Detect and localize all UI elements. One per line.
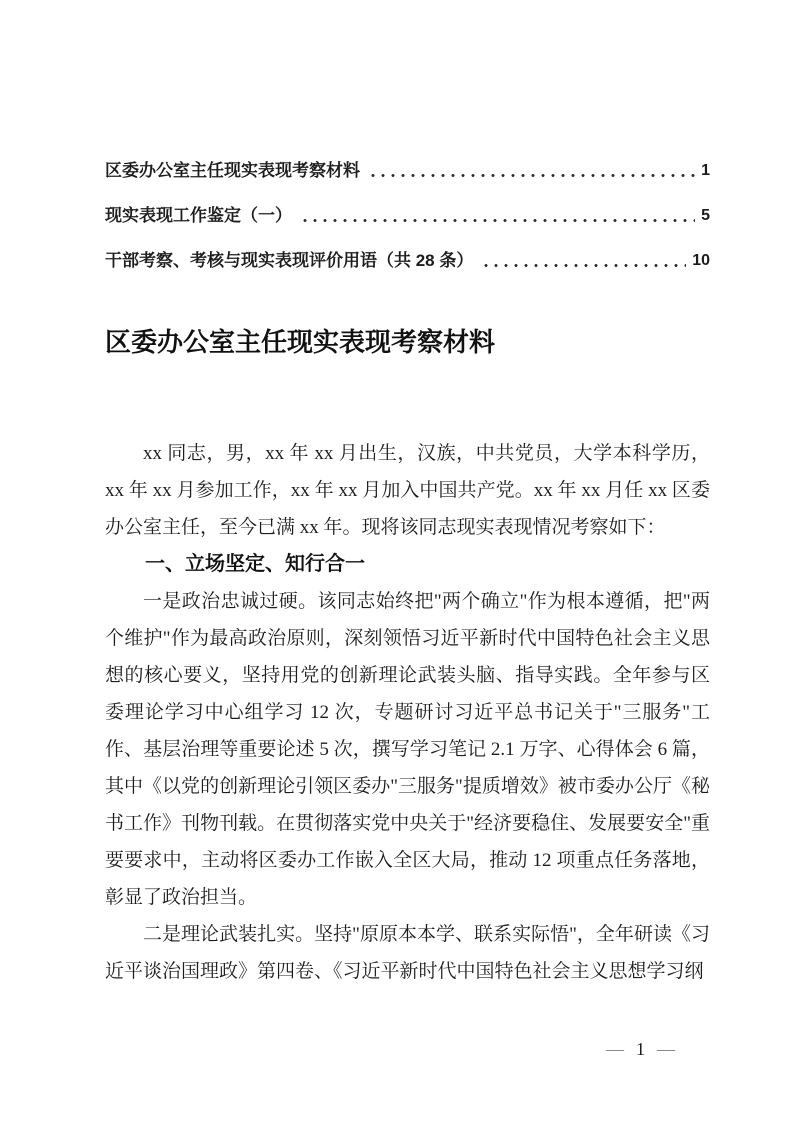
- paragraph-point-1: 一是政治忠诚过硬。该同志始终把"两个确立"作为根本遵循，把"两个维护"作为最高政治原则，深刻领悟习近平新时代中国特色社会主义思想的核心要义，坚持用党的创新理论武装头脑、指导实践。全年参与区委理论学习中心组学习 12 次，专题研讨习近平总书记关于"三服务"工作、基层治理等重要论述 5 次，撰写学习笔记 2.1 万字、心得体会 6 篇，其中《以党的创新理论引领区委办"三服务"提质增效》被市委办公厅《秘书工作》刊物刊载。在贯彻落实党中央关于"经济要稳住、发展要安全"重要要求中，主动将区委办工作嵌入全区大局，推动 12 项重点任务落地，彰显了政治担当。: [105, 591, 710, 908]
- table-of-contents: [105, 162, 710, 270]
- page-footer: [606, 1040, 675, 1058]
- toc-entry-page-number: 1: [701, 162, 710, 179]
- section-heading-1: 一、立场坚定、知行合一: [145, 553, 365, 575]
- toc-entry-title: 区委办公室主任现实表现考察材料: [105, 161, 360, 180]
- paragraph-intro: xx 同志，男，xx 年 xx 月出生，汉族，中共党员，大学本科学历，xx 年 xx 月参加工作，xx 年 xx 月加入中国共产党。xx 年 xx 月任 xx 区委办公室主任，至今已满 xx 年。现将该同志现实表现情况考察如下：: [105, 443, 710, 538]
- toc-entry-page-number: 10: [692, 252, 710, 269]
- toc-entry[interactable]: [105, 207, 710, 225]
- footer-page-number: 1: [636, 1039, 645, 1059]
- document-title: 区委办公室主任现实表现考察材料: [105, 327, 496, 357]
- document-body: [105, 435, 710, 990]
- toc-entry-title: 现实表现工作鉴定（一）: [105, 206, 292, 225]
- toc-entry-title: 干部考察、考核与现实表现评价用语（共 28 条）: [105, 251, 474, 270]
- toc-dot-leader: [300, 209, 695, 225]
- footer-dash-left: —: [606, 1039, 624, 1059]
- toc-dot-leader: [481, 254, 686, 270]
- toc-dot-leader: [368, 164, 695, 180]
- footer-dash-right: —: [657, 1039, 675, 1059]
- toc-entry[interactable]: [105, 252, 710, 270]
- paragraph-point-2: 二是理论武装扎实。坚持"原原本本学、联系实际悟"，全年研读《习近平谈治国理政》第四卷、《习近平新时代中国特色社会主义思想学习纲: [105, 924, 710, 982]
- toc-entry-page-number: 5: [701, 207, 710, 224]
- toc-entry[interactable]: [105, 162, 710, 180]
